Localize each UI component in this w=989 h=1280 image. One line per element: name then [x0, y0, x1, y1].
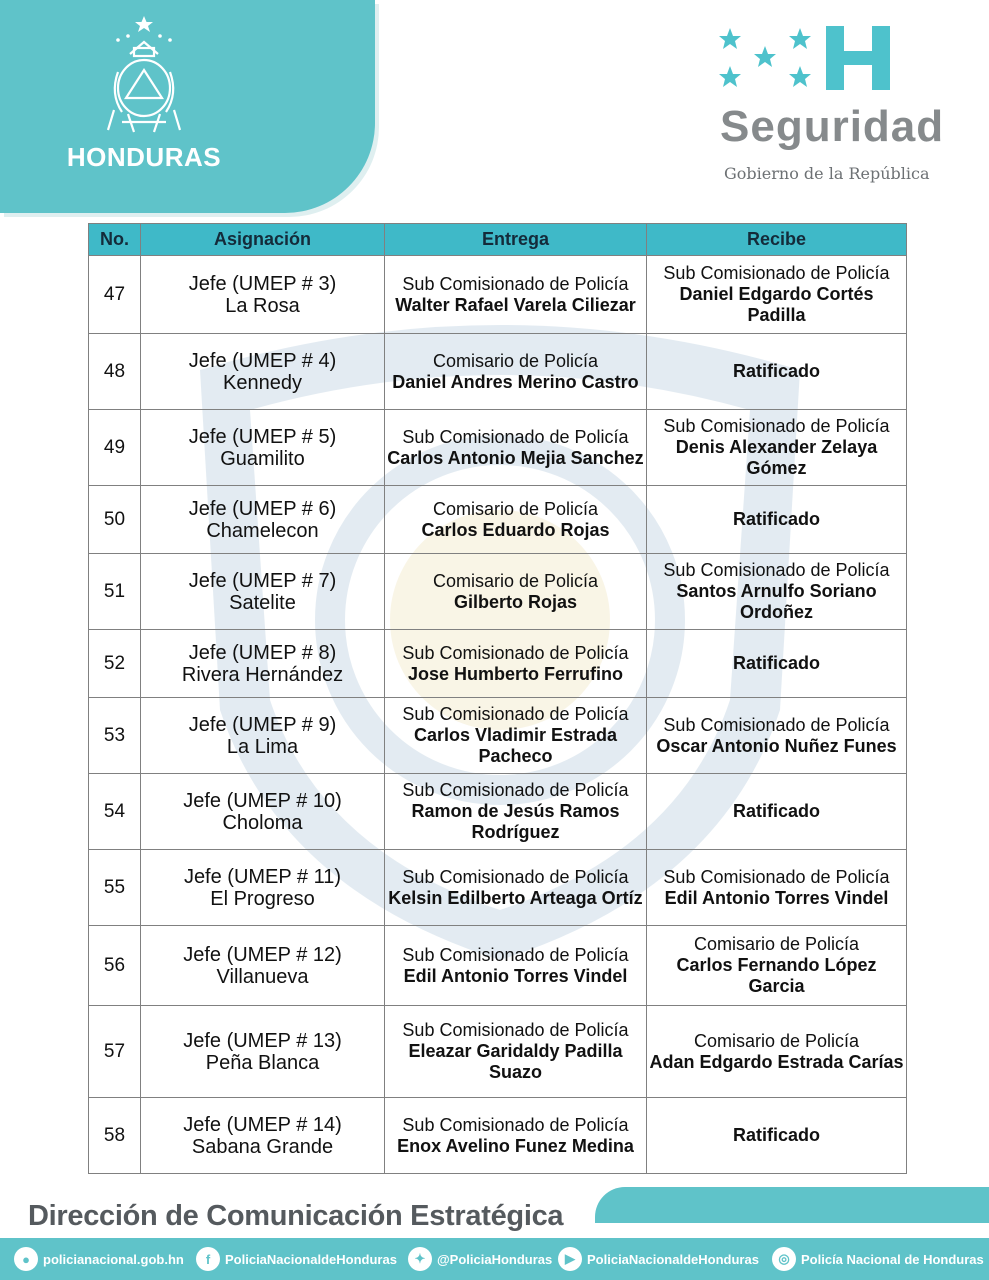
recibe-name: Daniel Edgardo Cortés Padilla: [679, 284, 874, 325]
table-header-row: [89, 224, 907, 256]
asignacion-line: Jefe (UMEP # 14): [183, 1113, 342, 1136]
column-header-entrega: Entrega: [385, 224, 647, 256]
cell-entrega: [385, 698, 647, 774]
asignacion-line: Satelite: [229, 591, 296, 614]
cell-recibe: [647, 554, 907, 630]
recibe-rank: Sub Comisionado de Policía: [663, 866, 890, 887]
entrega-name: Carlos Eduardo Rojas: [421, 519, 610, 540]
recibe-name: Edil Antonio Torres Vindel: [664, 887, 889, 908]
cell-entrega: [385, 256, 647, 334]
entrega-rank: Sub Comisionado de Policía: [402, 780, 629, 800]
stars-icon: [714, 24, 814, 94]
cell-entrega: [385, 630, 647, 698]
facebook-icon: f: [196, 1247, 220, 1271]
entrega-rank: Sub Comisionado de Policía: [402, 1114, 629, 1135]
recibe-name: Oscar Antonio Nuñez Funes: [656, 735, 897, 756]
entrega-name: Enox Avelino Funez Medina: [397, 1135, 634, 1156]
cell-asignacion: [141, 256, 385, 334]
cell-recibe: [647, 850, 907, 926]
cell-asignacion: [141, 410, 385, 486]
asignacion-line: Jefe (UMEP # 8): [188, 641, 337, 664]
social-link[interactable]: [558, 1246, 759, 1272]
instagram-icon: ◎: [772, 1247, 796, 1271]
cell-recibe: [647, 926, 907, 1006]
entrega-rank: Comisario de Policía: [432, 350, 599, 371]
asignacion-line: Jefe (UMEP # 4): [188, 349, 337, 372]
asignacion-line: Sabana Grande: [191, 1135, 334, 1158]
asignacion-line: La Rosa: [225, 294, 300, 317]
entrega-rank: Sub Comisionado de Policía: [402, 704, 629, 724]
cell-asignacion: [141, 850, 385, 926]
asignacion-line: Guamilito: [220, 447, 305, 470]
cell-no: 47: [89, 256, 141, 334]
recibe-name: Ratificado: [732, 653, 820, 673]
entrega-name: Edil Antonio Torres Vindel: [403, 965, 628, 986]
entrega-rank: Comisario de Policía: [432, 498, 599, 519]
column-header-recibe: Recibe: [647, 224, 907, 256]
country-label: HONDURAS: [66, 142, 222, 172]
brand-title: Seguridad: [720, 102, 945, 151]
cell-recibe: [647, 1098, 907, 1174]
recibe-rank: Comisario de Policía: [693, 1030, 860, 1051]
cell-asignacion: [141, 698, 385, 774]
cell-no: 53: [89, 698, 141, 774]
asignacion-line: Rivera Hernández: [181, 663, 344, 686]
honduras-coat-of-arms-icon: [104, 14, 184, 144]
recibe-rank: Comisario de Policía: [693, 934, 860, 954]
social-link[interactable]: [408, 1246, 552, 1272]
cell-no: 54: [89, 774, 141, 850]
table-row: [89, 256, 907, 334]
cell-asignacion: [141, 630, 385, 698]
table-row: [89, 698, 907, 774]
cell-no: 56: [89, 926, 141, 1006]
asignacion-line: Jefe (UMEP # 11): [183, 865, 342, 888]
asignacion-line: Jefe (UMEP # 12): [183, 943, 342, 966]
cell-no: 51: [89, 554, 141, 630]
social-link-label: @PoliciaHonduras: [437, 1251, 553, 1267]
cell-recibe: [647, 1006, 907, 1098]
cell-no: 50: [89, 486, 141, 554]
cell-no: 58: [89, 1098, 141, 1174]
cell-recibe: [647, 256, 907, 334]
entrega-rank: Sub Comisionado de Policía: [402, 273, 629, 294]
table-row: [89, 1006, 907, 1098]
asignacion-line: Jefe (UMEP # 6): [188, 497, 337, 520]
social-link[interactable]: [196, 1246, 397, 1272]
cell-entrega: [385, 850, 647, 926]
social-link-label: PoliciaNacionaldeHonduras: [587, 1251, 759, 1267]
cell-entrega: [385, 1006, 647, 1098]
recibe-rank: Sub Comisionado de Policía: [663, 560, 890, 580]
entrega-name: Carlos Vladimir Estrada Pacheco: [413, 725, 618, 766]
cell-asignacion: [141, 926, 385, 1006]
recibe-rank: Sub Comisionado de Policía: [663, 263, 890, 283]
table-row: [89, 850, 907, 926]
asignacion-line: Jefe (UMEP # 9): [188, 713, 337, 736]
cell-entrega: [385, 486, 647, 554]
cell-asignacion: [141, 554, 385, 630]
cell-no: 49: [89, 410, 141, 486]
asignacion-line: Jefe (UMEP # 13): [183, 1029, 342, 1052]
social-link-label: policianacional.gob.hn: [43, 1251, 184, 1267]
entrega-rank: Comisario de Policía: [432, 570, 599, 591]
asignacion-line: El Progreso: [210, 887, 315, 910]
cell-entrega: [385, 334, 647, 410]
cell-asignacion: [141, 1006, 385, 1098]
asignacion-line: Kennedy: [223, 371, 302, 394]
header-corner-panel: [0, 0, 375, 213]
social-link[interactable]: [14, 1246, 184, 1272]
cell-asignacion: [141, 334, 385, 410]
recibe-name: Ratificado: [732, 801, 820, 821]
asignacion-line: La Lima: [226, 735, 299, 758]
twitter-icon: ✦: [408, 1247, 432, 1271]
asignacion-line: Villanueva: [216, 965, 309, 988]
table-row: [89, 630, 907, 698]
cell-entrega: [385, 1098, 647, 1174]
entrega-rank: Sub Comisionado de Policía: [402, 944, 629, 965]
cell-entrega: [385, 554, 647, 630]
recibe-rank: Sub Comisionado de Policía: [663, 416, 890, 436]
cell-no: 57: [89, 1006, 141, 1098]
table-row: [89, 486, 907, 554]
asignacion-line: Jefe (UMEP # 10): [183, 789, 342, 812]
social-link[interactable]: [772, 1246, 984, 1272]
column-header-no: No.: [89, 224, 141, 256]
table-row: [89, 334, 907, 410]
entrega-name: Ramon de Jesús Ramos Rodríguez: [411, 801, 620, 842]
asignacion-line: Choloma: [222, 811, 303, 834]
cell-entrega: [385, 410, 647, 486]
cell-asignacion: [141, 486, 385, 554]
recibe-name: Denis Alexander Zelaya Gómez: [675, 437, 878, 478]
cell-recibe: [647, 774, 907, 850]
recibe-name: Ratificado: [732, 509, 820, 529]
asignacion-line: Chamelecon: [206, 519, 319, 542]
social-link-label: Policía Nacional de Honduras: [801, 1251, 984, 1267]
asignacion-line: Peña Blanca: [205, 1051, 320, 1074]
recibe-name: Carlos Fernando López Garcia: [676, 955, 877, 996]
entrega-rank: Sub Comisionado de Policía: [402, 866, 629, 887]
recibe-name: Adan Edgardo Estrada Carías: [649, 1051, 904, 1072]
cell-asignacion: [141, 774, 385, 850]
recibe-rank: Sub Comisionado de Policía: [663, 714, 890, 735]
cell-recibe: [647, 630, 907, 698]
entrega-name: Daniel Andres Merino Castro: [392, 371, 639, 392]
recibe-name: Ratificado: [732, 1125, 820, 1145]
cell-recibe: [647, 486, 907, 554]
entrega-rank: Sub Comisionado de Policía: [402, 426, 629, 447]
entrega-name: Carlos Antonio Mejia Sanchez: [387, 447, 644, 468]
entrega-rank: Sub Comisionado de Policía: [402, 1020, 629, 1040]
cell-recibe: [647, 334, 907, 410]
entrega-name: Gilberto Rojas: [453, 591, 578, 612]
entrega-name: Kelsin Edilberto Arteaga Ortíz: [388, 887, 643, 908]
entrega-name: Jose Humberto Ferrufino: [407, 663, 624, 684]
recibe-name: Santos Arnulfo Soriano Ordoñez: [676, 581, 877, 622]
cell-no: 48: [89, 334, 141, 410]
assignments-table: [88, 223, 907, 1174]
table-row: [89, 1098, 907, 1174]
asignacion-line: Jefe (UMEP # 7): [188, 569, 337, 592]
cell-no: 52: [89, 630, 141, 698]
cell-recibe: [647, 410, 907, 486]
recibe-name: Ratificado: [732, 361, 820, 381]
entrega-rank: Sub Comisionado de Policía: [402, 642, 629, 663]
asignacion-line: Jefe (UMEP # 5): [188, 425, 337, 448]
cell-entrega: [385, 926, 647, 1006]
cell-entrega: [385, 774, 647, 850]
table-row: [89, 410, 907, 486]
letter-h-logo-icon: [826, 26, 890, 90]
column-header-asignacion: Asignación: [141, 224, 385, 256]
footer-accent-stripe: [595, 1187, 989, 1223]
youtube-icon: ▶: [558, 1247, 582, 1271]
footer-title: Dirección de Comunicación Estratégica: [28, 1200, 564, 1232]
cell-no: 55: [89, 850, 141, 926]
table-row: [89, 774, 907, 850]
table-row: [89, 926, 907, 1006]
asignacion-line: Jefe (UMEP # 3): [188, 272, 337, 295]
cell-asignacion: [141, 1098, 385, 1174]
social-link-label: PoliciaNacionaldeHonduras: [225, 1251, 397, 1267]
web-icon: ●: [14, 1247, 38, 1271]
table-row: [89, 554, 907, 630]
cell-recibe: [647, 698, 907, 774]
entrega-name: Walter Rafael Varela Ciliezar: [395, 294, 636, 315]
entrega-name: Eleazar Garidaldy Padilla Suazo: [408, 1041, 623, 1082]
brand-subtitle: Gobierno de la República: [724, 164, 930, 183]
